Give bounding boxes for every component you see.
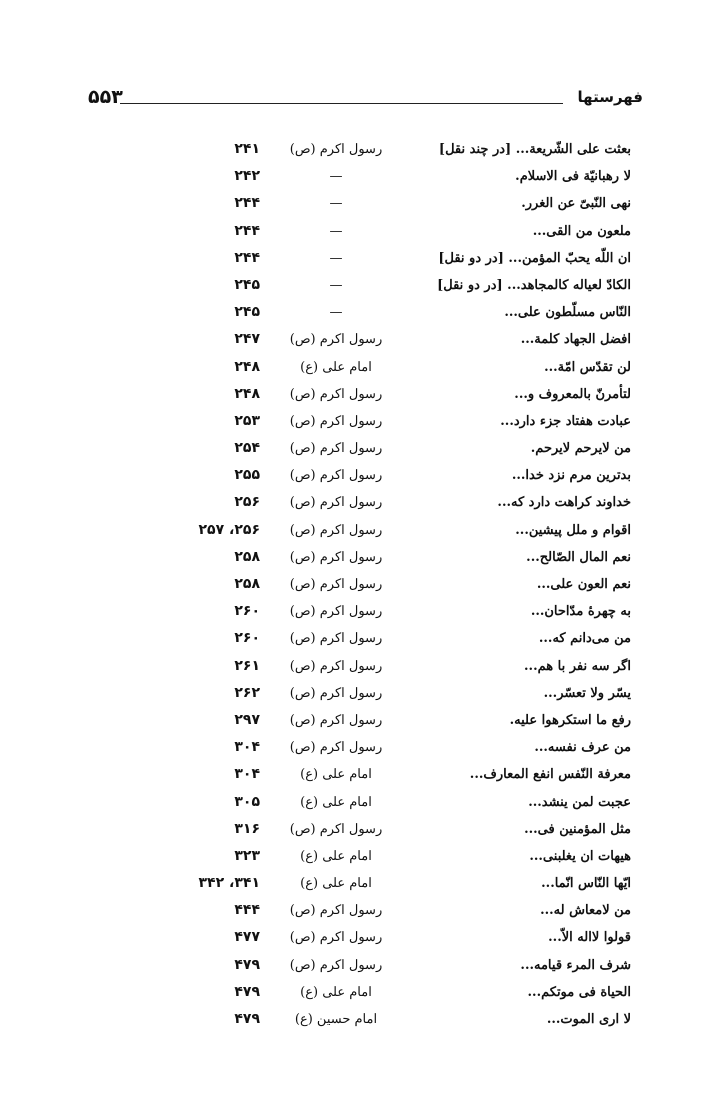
row-source: رسول اكرم (ص) [289,577,383,592]
header-title: فهرستها [577,88,643,106]
row-page-number: ۲۴۴ [234,195,260,212]
row-phrase: النّاس مسلّطون على... [504,305,631,321]
row-source: امام على (ع) [300,984,372,1000]
index-row [0,165,727,192]
index-row [0,247,727,274]
page-header [88,86,643,114]
row-source: رسول اكرم (ص) [289,712,383,728]
row-page-number: ۳۲۳ [234,847,260,864]
row-phrase: ايّها النّاس انّما... [541,876,631,892]
row-page-number: ۲۴۴ [234,222,260,239]
row-phrase: اقوام و ملل پيشين... [515,522,631,538]
row-source: رسول اكرم (ص) [289,658,383,674]
row-page-number: ۲۴۸ [234,358,260,375]
index-row [0,573,727,600]
row-source: رسول اكرم (ص) [289,604,383,620]
index-row [0,328,727,355]
page-number: ۵۵۳ [88,86,123,108]
row-source: رسول اكرم (ص) [289,332,383,348]
row-phrase: الحياة فى موتكم... [527,984,631,1000]
row-page-number: ۲۵۳ [234,412,260,429]
row-phrase: الكادّ لعياله كالمجاهد... [در دو نقل] [437,277,631,293]
row-source: — [329,250,343,266]
row-page-number: ۴۷۷ [234,929,260,946]
row-phrase: مثل المؤمنين فى... [524,821,631,837]
index-row [0,763,727,790]
row-phrase: يسّر ولا تعسّر... [543,685,631,701]
row-page-number: ۳۱۶ [234,820,260,837]
row-phrase: نعم العون على... [536,577,631,592]
row-source: رسول اكرم (ص) [289,740,383,756]
row-source: امام على (ع) [300,767,372,783]
index-row [0,491,727,518]
index-row [0,899,727,926]
row-page-number: ۲۴۱ [234,141,260,157]
row-page-number: ۲۵۶، ۲۵۷ [198,521,260,538]
row-page-number: ۲۵۸ [234,576,260,592]
row-page-number: ۲۴۵ [234,304,260,321]
row-source: رسول اكرم (ص) [289,522,383,538]
index-row [0,954,727,981]
row-phrase: معرفة النّفس انفع المعارف... [469,767,631,783]
row-source: رسول اكرم (ص) [289,441,383,457]
row-phrase: لا رهبانيّة فى الاسلام. [515,169,631,185]
row-phrase: ملعون من القى... [532,223,631,239]
row-phrase: به چهرهٔ مدّاحان... [530,604,631,620]
index-row [0,383,727,410]
row-phrase: لتأمرنّ بالمعروف و... [514,386,631,402]
header-rule [120,103,563,104]
row-page-number: ۳۰۴ [234,739,260,756]
row-phrase: رفع ما استكرهوا عليه. [509,712,631,728]
row-page-number: ۴۷۹ [234,956,260,973]
index-row [0,655,727,682]
row-source: رسول اكرم (ص) [289,413,383,429]
row-page-number: ۲۵۵ [234,467,260,484]
row-phrase: عبادت هفتاد جزء دارد... [500,413,631,429]
row-page-number: ۴۴۴ [234,902,260,919]
row-phrase: اگر سه نفر با هم... [524,658,631,674]
row-source: — [329,305,343,321]
row-page-number: ۲۴۲ [234,168,260,185]
row-phrase: خداوند كراهت دارد كه... [497,495,631,511]
index-row [0,1008,727,1035]
index-row [0,627,727,654]
index-row [0,464,727,491]
index-row [0,437,727,464]
row-source: امام على (ع) [300,359,372,375]
row-phrase: من لايرحم لايرحم. [530,441,631,457]
row-phrase: من مى‌دانم كه... [538,631,631,647]
row-page-number: ۲۶۰ [234,630,260,647]
row-phrase: عجبت لمن ينشد... [528,794,631,810]
row-source: — [329,277,343,293]
index-row [0,818,727,845]
row-phrase: بدترين مرم نزد خدا... [511,468,631,484]
row-source: — [329,196,343,212]
row-source: رسول اكرم (ص) [289,468,383,484]
index-row [0,519,727,546]
row-source: — [329,223,343,239]
index-row [0,600,727,627]
index-row [0,546,727,573]
row-phrase: من عرف نفسه... [534,740,631,756]
row-phrase: شرف المرء قيامه... [520,957,631,973]
row-phrase: لن تقدّس امّة... [544,359,631,375]
index-row [0,356,727,383]
row-page-number: ۲۴۷ [234,331,260,348]
row-page-number: ۴۷۹ [234,983,260,1000]
row-phrase: ان اللّه يحبّ المؤمن... [در دو نقل] [438,250,631,266]
row-page-number: ۲۵۶ [234,494,260,511]
row-phrase: افضل الجهاد كلمة... [520,332,631,348]
row-page-number: ۲۴۸ [234,385,260,402]
row-phrase: نهى النّبىّ عن الغرر. [521,196,631,212]
index-row [0,926,727,953]
row-source: رسول اكرم (ص) [289,631,383,647]
row-source: رسول اكرم (ص) [289,142,383,157]
index-row [0,791,727,818]
index-table [0,138,727,1035]
index-row [0,220,727,247]
row-page-number: ۳۰۵ [234,793,260,810]
row-source: رسول اكرم (ص) [289,903,383,919]
row-page-number: ۲۹۷ [234,711,260,728]
row-page-number: ۲۴۵ [234,276,260,293]
row-phrase: نعم المال الصّالح... [526,549,631,565]
row-phrase: من لامعاش له... [540,903,631,919]
row-source: — [329,169,343,185]
index-row [0,872,727,899]
index-row [0,274,727,301]
row-source: رسول اكرم (ص) [289,495,383,511]
row-page-number: ۲۵۴ [234,440,260,457]
row-page-number: ۲۶۱ [234,657,260,674]
row-source: امام على (ع) [300,848,372,864]
row-page-number: ۳۴۱، ۳۴۲ [198,875,260,892]
row-source: رسول اكرم (ص) [289,549,383,565]
index-row [0,138,727,165]
row-phrase: قولوا لااله الاّ... [548,930,631,946]
row-source: رسول اكرم (ص) [289,386,383,402]
row-page-number: ۲۶۰ [234,603,260,620]
row-page-number: ۲۴۴ [234,249,260,266]
row-phrase: هيهات ان يغلبنى... [529,848,631,864]
index-row [0,410,727,437]
index-row [0,192,727,219]
index-row [0,736,727,763]
row-source: امام على (ع) [300,794,372,810]
index-row [0,845,727,872]
row-source: رسول اكرم (ص) [289,821,383,837]
row-phrase: لا ارى الموت... [546,1012,631,1027]
row-source: رسول اكرم (ص) [289,957,383,973]
row-source: امام حسين (ع) [294,1012,378,1027]
index-row [0,682,727,709]
index-row [0,709,727,736]
row-source: امام على (ع) [300,876,372,892]
row-source: رسول اكرم (ص) [289,930,383,946]
row-page-number: ۳۰۴ [234,766,260,783]
index-row [0,981,727,1008]
row-page-number: ۲۵۸ [234,548,260,565]
row-phrase: بعثت على الشّريعة... [در چند نقل] [438,142,631,157]
index-row [0,301,727,328]
row-source: رسول اكرم (ص) [289,685,383,701]
row-page-number: ۲۶۲ [234,684,260,701]
row-page-number: ۴۷۹ [234,1011,260,1027]
